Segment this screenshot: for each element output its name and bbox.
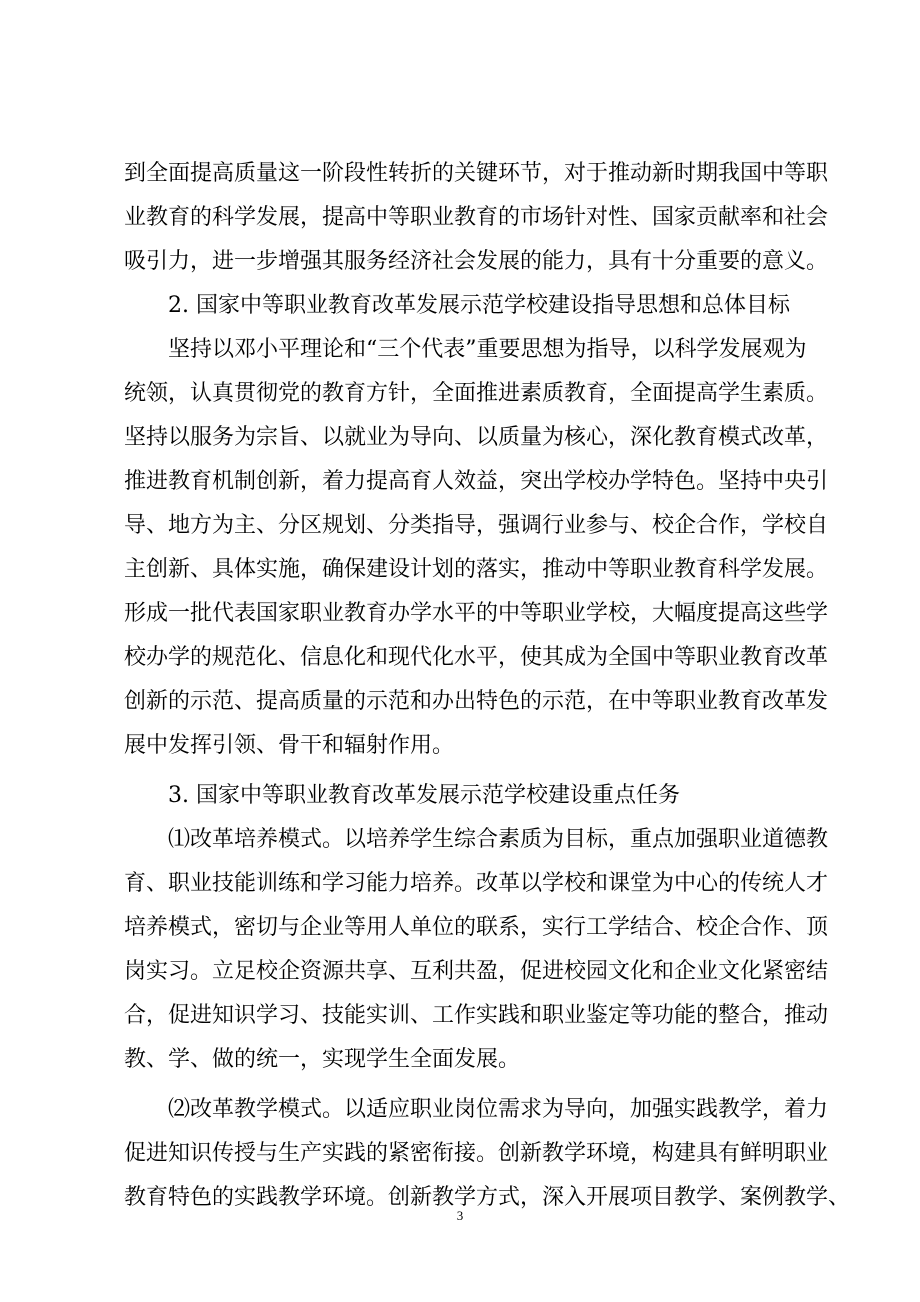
text-line: 促进知识传授与生产实践的紧密衔接。创新教学环境，构建具有鲜明职业 (124, 1141, 829, 1166)
text-line: 推进教育机制创新，着力提高育人效益，突出学校办学特色。坚持中央引 (124, 469, 829, 494)
section-heading-2 (124, 284, 804, 328)
text-line: 岗实习。立足校企资源共享、互利共盈，促进校园文化和企业文化紧密结 (124, 959, 829, 984)
text-line: 校办学的规范化、信息化和现代化水平，使其成为全国中等职业教育改革 (124, 645, 829, 670)
text-line: 育、职业技能训练和学习能力培养。改革以学校和课堂为中心的传统人才 (124, 871, 829, 896)
text-line: ⑴改革培养模式。以培养学生综合素质为目标，重点加强职业道德教 (168, 827, 829, 852)
text-line: 创新的示范、提高质量的示范和办出特色的示范，在中等职业教育改革发 (124, 689, 829, 714)
text-line: 展中发挥引领、骨干和辐射作用。 (124, 733, 455, 758)
text-line: ⑵改革教学模式。以适应职业岗位需求为导向，加强实践教学，着力 (168, 1097, 829, 1122)
text-line: 业教育的科学发展，提高中等职业教育的市场针对性、国家贡献率和社会 (124, 205, 829, 230)
text-line: 教育特色的实践教学环境。创新教学方式，深入开展项目教学、案例教学、 (124, 1185, 851, 1210)
heading-line: 3. 国家中等职业教育改革发展示范学校建设重点任务 (168, 783, 680, 808)
text-line: 坚持以邓小平理论和“三个代表”重要思想为指导，以科学发展观为 (168, 337, 807, 362)
page-body (124, 152, 851, 1220)
text-line: 吸引力，进一步增强其服务经济社会发展的能力，具有十分重要的意义。 (124, 249, 829, 274)
text-line: 导、地方为主、分区规划、分类指导，强调行业参与、校企合作，学校自 (124, 513, 829, 538)
text-line: 培养模式，密切与企业等用人单位的联系，实行工学结合、校企合作、顶 (124, 915, 829, 940)
text-line: 形成一批代表国家职业教育办学水平的中等职业学校，大幅度提高这些学 (124, 601, 829, 626)
text-line: 统领，认真贯彻党的教育方针，全面推进素质教育，全面提高学生素质。 (124, 381, 829, 406)
section-heading-3 (124, 774, 804, 818)
paragraph-intro-continued (124, 152, 829, 284)
text-line: 到全面提高质量这一阶段性转折的关键环节，对于推动新时期我国中等职 (124, 161, 829, 186)
text-line: 教、学、做的统一，实现学生全面发展。 (124, 1047, 521, 1072)
paragraph-teaching-model (124, 1088, 851, 1220)
page-number: 3 (456, 1208, 464, 1223)
paragraph-guiding-ideology (124, 328, 829, 768)
text-line: 合，促进知识学习、技能实训、工作实践和职业鉴定等功能的整合，推动 (124, 1003, 829, 1028)
text-line: 坚持以服务为宗旨、以就业为导向、以质量为核心，深化教育模式改革， (124, 425, 829, 450)
heading-line: 2. 国家中等职业教育改革发展示范学校建设指导思想和总体目标 (168, 293, 790, 318)
paragraph-training-model (124, 818, 829, 1082)
text-line: 主创新、具体实施，确保建设计划的落实，推动中等职业教育科学发展。 (124, 557, 829, 582)
